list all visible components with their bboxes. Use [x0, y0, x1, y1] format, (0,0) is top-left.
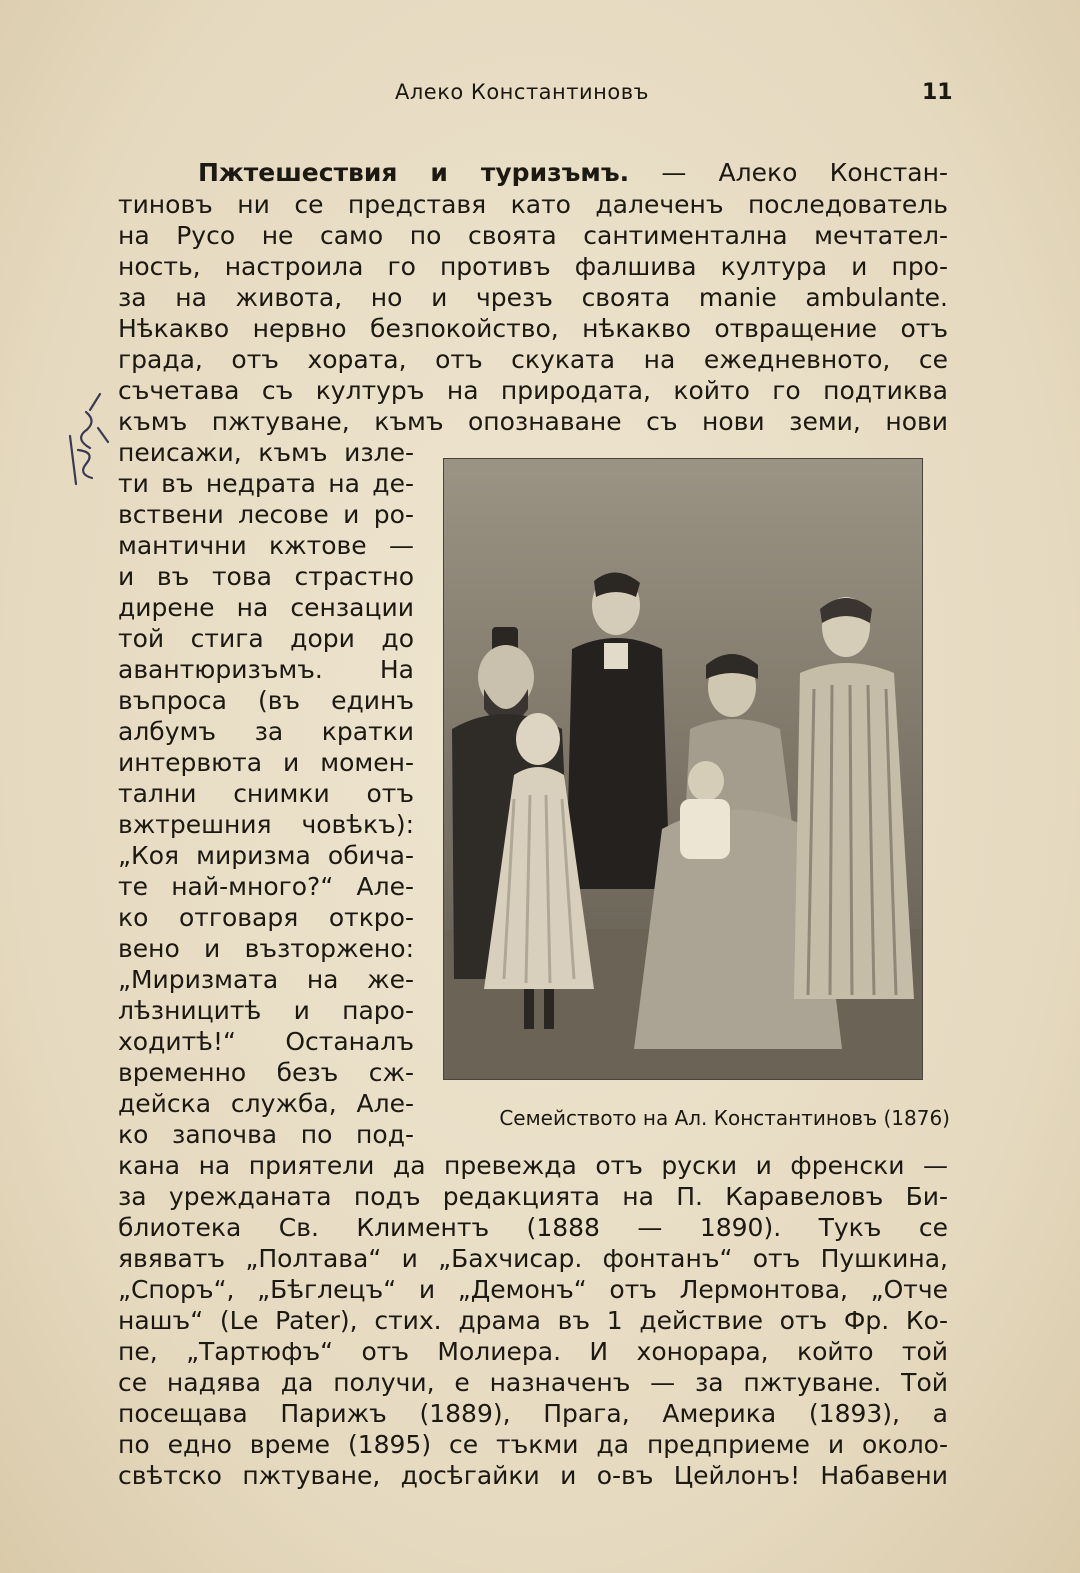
paragraph-line: те най-много?“ Але-	[118, 872, 414, 901]
paragraph-line: посещава Парижъ (1889), Прага, Америка (1893), а	[118, 1399, 948, 1428]
paragraph-line: и въ това страстно	[118, 562, 414, 591]
paragraph-line: за урежданата подъ редакцията на П. Каравеловъ Би-	[118, 1182, 948, 1211]
paragraph-line: вжтрешния човѣкъ):	[118, 810, 414, 839]
paragraph-line: по едно време (1895) се тъкми да предприеме и около-	[118, 1430, 948, 1459]
paragraph-line: ко започва по под-	[118, 1120, 414, 1149]
paragraph-line: дейска служба, Але-	[118, 1089, 414, 1118]
paragraph-line: интервюта и момен-	[118, 748, 414, 777]
paragraph-line: ко отговаря откро-	[118, 903, 414, 932]
paragraph-line: дирене на сензации	[118, 593, 414, 622]
paragraph-line: той стига дори до	[118, 624, 414, 653]
paragraph-line: пеисажи, къмъ изле-	[118, 438, 414, 467]
section-title: Пжтешествия и туризъмъ.	[198, 158, 630, 187]
paragraph-line: Пжтешествия и туризъмъ. — Алеко Констан-	[198, 158, 948, 187]
paragraph-line: се надява да получи, е назначенъ — за пжтуване. Той	[118, 1368, 948, 1397]
paragraph-line: явяватъ „Полтава“ и „Бахчисар. фонтанъ“ отъ Пушкина,	[118, 1244, 948, 1273]
paragraph-line: свѣтско пжтуване, досѣгайки и о-въ Цейлонъ! Набавени	[118, 1461, 948, 1490]
pencil-margin-note	[56, 388, 116, 498]
paragraph-line: „Споръ“, „Бѣглецъ“ и „Демонъ“ отъ Лермонтова, „Отче	[118, 1275, 948, 1304]
paragraph-line: съчетава съ културъ на природата, който го подтиква	[118, 376, 948, 405]
paragraph-line: кана на приятели да превежда отъ руски и френски —	[118, 1151, 948, 1180]
paragraph-line: мантични кжтове —	[118, 531, 414, 560]
paragraph-line: нашъ“ (Le Pater), стих. драма въ 1 действие отъ Фр. Ко-	[118, 1306, 948, 1335]
paragraph-line: пе, „Тартюфъ“ отъ Молиера. И хонорара, който той	[118, 1337, 948, 1366]
paragraph-line: „Миризмата на же-	[118, 965, 414, 994]
paragraph-line: временно безъ сж-	[118, 1058, 414, 1087]
paragraph-line: авантюризъмъ. На	[118, 655, 414, 684]
paragraph-line: на Русо не само по своята сантиментална мечтател-	[118, 221, 948, 250]
paragraph-line: за на живота, но и чрезъ своята manie ambulante.	[118, 283, 948, 312]
page-number: 11	[922, 80, 953, 105]
paragraph-line: албумъ за кратки	[118, 717, 414, 746]
paragraph-line: тиновъ ни се представя като далеченъ последователь	[118, 190, 948, 219]
paragraph-line: Нѣкакво нервно безпокойство, нѣкакво отвращение отъ	[118, 314, 948, 343]
paragraph-line: вено и възторжено:	[118, 934, 414, 963]
paragraph-line: въпроса (въ единъ	[118, 686, 414, 715]
paragraph-line: къмъ пжтуване, къмъ опознаване съ нови земи, нови	[118, 407, 948, 436]
paragraph-line: блиотека Св. Климентъ (1888 — 1890). Тукъ се	[118, 1213, 948, 1242]
running-title: Алеко Константиновъ	[395, 80, 649, 104]
paragraph-line: тални снимки отъ	[118, 779, 414, 808]
paragraph-line: ность, настроила го противъ фалшива култура и про-	[118, 252, 948, 281]
paragraph-line: ти въ недрата на де-	[118, 469, 414, 498]
paragraph-line: вствени лесове и ро-	[118, 500, 414, 529]
paragraph-line: ходитѣ!“ Останалъ	[118, 1027, 414, 1056]
family-photograph	[443, 458, 923, 1080]
photo-caption: Семейството на Ал. Константиновъ (1876)	[499, 1106, 950, 1130]
paragraph-line: града, отъ хората, отъ скуката на ежедневното, се	[118, 345, 948, 374]
paragraph-line: „Коя миризма обича-	[118, 841, 414, 870]
paragraph-line: лѣзницитѣ и паро-	[118, 996, 414, 1025]
